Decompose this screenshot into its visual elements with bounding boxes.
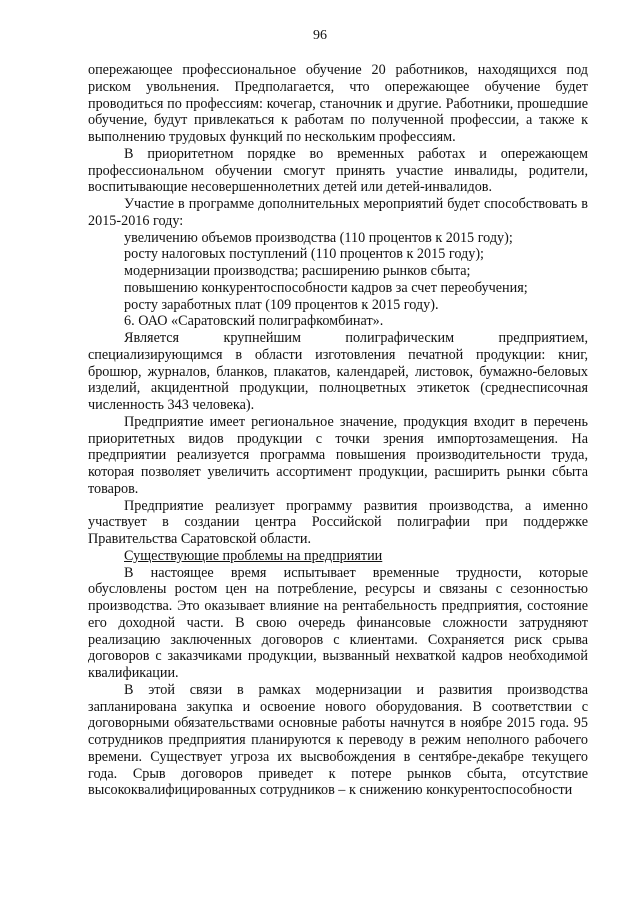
- list-item: росту налоговых поступлений (110 процентов к 2015 году);: [124, 246, 484, 263]
- paragraph-priority: В приоритетном порядке во временных работах и опережающем профессиональном обучении смогут принять участие инвалиды, родители, воспитывающие несовершеннолетних детей или детей-инвалидов.: [88, 145, 588, 196]
- list-item: повышению конкурентоспособности кадров за счет переобучения;: [124, 279, 528, 296]
- paragraph-participation: Участие в программе дополнительных мероприятий будет способствовать в 2015-2016 году:: [88, 196, 588, 229]
- problems-heading: [88, 548, 588, 565]
- list-item: модернизации производства; расширению рынков сбыта;: [124, 263, 471, 279]
- page-number: 96: [313, 28, 327, 43]
- problems-heading-text: Существующие проблемы на предприятии: [124, 547, 383, 564]
- list-item: увеличению объемов производства (110 процентов к 2015 году);: [124, 229, 513, 246]
- paragraph-problems-difficulties: В настоящее время испытывает временные трудности, которые обусловлены ростом цен на потребление, ресурсы и связаны с сезонностью производства. Это оказывает влияние на рентабельность предприятия, состояние его доходной части. В свою очередь финансовые сложности затрудняют реализацию заключенных договоров с клиентами. Сохраняется риск срыва договоров с заказчиками продукции, вызванный нехваткой кадров необходимой квалификации.: [88, 564, 588, 681]
- document-body: [88, 62, 588, 799]
- paragraph-training: опережающее профессиональное обучение 20 работников, находящихся под риском увольнения. Предполагается, что опережающее обучение будет проводиться по профессиям: кочегар, станочник и другие. Работники, прошедшие обучение, будут привлекаться к работам по полученной профессии, а также к выполнению трудовых функций по нескольким профессиям.: [88, 62, 588, 145]
- paragraph-company-profile: Является крупнейшим полиграфическим предприятием, специализирующимся в области изготовления печатной продукции: книг, брошюр, журналов, бланков, плакатов, календарей, листовок, бумажно-беловых изделий, акцидентной продукции, полноцветных этикеток (среднесписочная численность 343 человека).: [88, 330, 588, 413]
- paragraph-company-significance: Предприятие имеет региональное значение, продукция входит в перечень приоритетных видов продукции с точки зрения импортозамещения. На предприятии реализуется программа повышения производительности труда, которая позволяет увеличить ассортимент продукции, расширить рынки сбыта товаров.: [88, 413, 588, 497]
- company-heading: 6. ОАО «Саратовский полиграфкомбинат».: [124, 313, 384, 330]
- paragraph-company-program: Предприятие реализует программу развития производства, а именно участвует в создании центра Российской полиграфии при поддержке Правительства Саратовской области.: [88, 497, 588, 547]
- paragraph-problems-modernization: В этой связи в рамках модернизации и развития производства запланирована закупка и освоение нового оборудования. В соответствии с договорными обязательствами основные работы начнутся в ноябре 2015 года. 95 сотрудников предприятия планируются к переводу в режим неполного рабочего времени. Существует угроза их высвобождения в сентябре-декабре текущего года. Срыв договоров приведет к потере рынков сбыта, отсутствие высококвалифицированных сотрудников – к снижению конкурентоспособности: [88, 681, 588, 799]
- effects-list: [88, 230, 588, 314]
- list-item: росту заработных плат (109 процентов к 2015 году).: [124, 296, 439, 313]
